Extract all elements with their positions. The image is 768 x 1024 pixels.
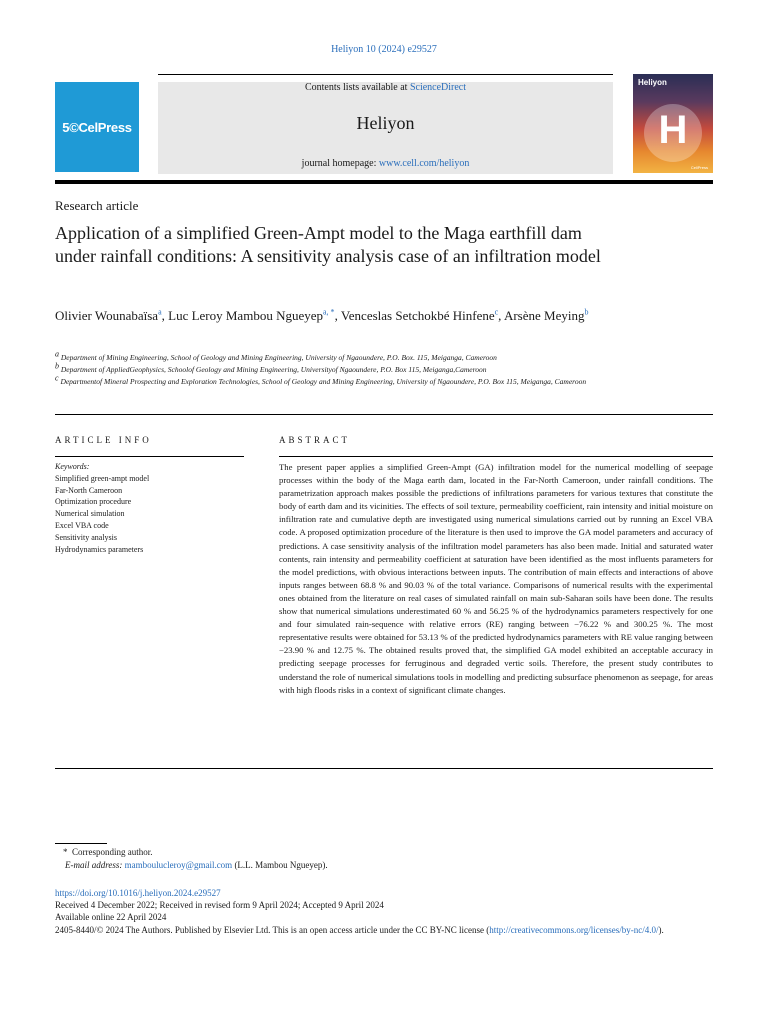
keywords-block bbox=[55, 461, 244, 555]
header-rule-bottom bbox=[55, 180, 713, 184]
affiliation-text: Department of AppliedGeophysics, Schoolof Geology and Mining Engineering, Universityof Ngaoundere, P.O. Box 115, Meiganga,Cameroon bbox=[60, 365, 487, 374]
header-rule-top bbox=[158, 74, 613, 75]
author-separator: , bbox=[334, 308, 341, 323]
email-owner: (L.L. Mambou Ngueyep). bbox=[234, 860, 328, 870]
journal-reference[interactable]: Heliyon 10 (2024) e29527 bbox=[331, 44, 437, 55]
author-affiliation-mark[interactable]: c bbox=[494, 307, 499, 317]
corresponding-marker: * bbox=[63, 847, 68, 857]
author-affiliation-mark[interactable]: a bbox=[158, 307, 162, 317]
author-separator: , bbox=[161, 308, 169, 323]
license-statement: 2405-8440/© 2024 The Authors. Published by Elsevier Ltd. This is an open access article under the CC BY-NC license (http://creativecommons.org/licenses/by-nc/4.0/). bbox=[55, 924, 664, 935]
email-note bbox=[55, 859, 713, 872]
journal-title: Heliyon bbox=[356, 113, 415, 133]
cellpress-logo bbox=[55, 82, 139, 172]
abstract-end-rule bbox=[55, 768, 713, 769]
corresponding-author-note bbox=[55, 846, 713, 859]
footnotes bbox=[55, 846, 713, 872]
author-list bbox=[55, 306, 615, 325]
article-type: Research article bbox=[55, 198, 139, 213]
cover-letter: H bbox=[658, 108, 688, 152]
abstract-heading: ABSTRACT bbox=[279, 435, 351, 445]
footnote-rule bbox=[55, 843, 107, 844]
license-close: ). bbox=[658, 924, 664, 935]
doi-link[interactable]: https://doi.org/10.1016/j.heliyon.2024.e29527 bbox=[55, 888, 221, 898]
keyword: Optimization procedure bbox=[55, 497, 132, 507]
author-name: Venceslas Setchokbé Hinfene bbox=[340, 308, 495, 323]
cover-footer: CellPress bbox=[690, 165, 708, 170]
affiliation bbox=[55, 361, 615, 376]
homepage-prefix: journal homepage: bbox=[301, 158, 379, 169]
received-dates: Received 4 December 2022; Received in revised form 9 April 2024; Accepted 9 April 2024 bbox=[55, 900, 384, 911]
keyword: Sensitivity analysis bbox=[55, 532, 117, 542]
journal-homepage-link[interactable]: www.cell.com/heliyon bbox=[378, 158, 470, 169]
keyword-list bbox=[55, 473, 244, 556]
corresponding-text: Corresponding author. bbox=[72, 847, 153, 857]
contents-line bbox=[158, 82, 613, 93]
keywords-label: Keywords: bbox=[55, 462, 90, 471]
article-info-heading: ARTICLE INFO bbox=[55, 435, 152, 445]
affiliation-label: c bbox=[55, 373, 59, 383]
keyword: Simplified green-ampt model bbox=[55, 473, 150, 483]
author-name: Luc Leroy Mambou Ngueyep bbox=[168, 308, 323, 323]
affiliation bbox=[55, 349, 615, 364]
affiliation-label: a bbox=[55, 349, 59, 359]
affiliation-label: b bbox=[55, 361, 59, 371]
available-online: Available online 22 April 2024 bbox=[55, 912, 167, 923]
license-text: 2405-8440/© 2024 The Authors. Published by Elsevier Ltd. This is an open access article under the CC BY-NC license bbox=[55, 924, 484, 935]
keyword: Hydrodynamics parameters bbox=[55, 544, 144, 554]
abstract-rule bbox=[279, 456, 713, 457]
affiliation-text: Department of Mining Engineering, School of Geology and Mining Engineering, University of Ngaoundere, P.O. Box. 115, Meiganga, Cameroon bbox=[60, 353, 497, 362]
keyword: Far-North Cameroon bbox=[55, 485, 123, 495]
keyword: Numerical simulation bbox=[55, 509, 125, 519]
license-link[interactable]: http://creativecommons.org/licenses/by-nc/4.0/ bbox=[489, 924, 659, 935]
article-title: Application of a simplified Green-Ampt model to the Maga earthfill dam under rainfall conditions: A sensitivity analysis case of an infiltration model bbox=[55, 223, 601, 266]
publication-info bbox=[55, 887, 713, 936]
contents-prefix: Contents lists available at bbox=[304, 82, 410, 93]
cover-title: Heliyon bbox=[638, 78, 667, 87]
author-affiliation-mark[interactable]: a, * bbox=[323, 307, 335, 317]
email-link[interactable]: mamboulucleroy@gmail.com bbox=[124, 860, 233, 870]
abstract-text: The present paper applies a simplified Green-Ampt (GA) infiltration model for the numerical modelling of seepage processes within the body of the Maga earth dam, located in the Far-North Cameroon, under rainfall conditions. The parametrization approach makes possible the predictions of infiltrations parameters for various textures that constitute the body of earth dam and its vicinities. The effects of soil texture, permeability coefficient, rain intensity and initial moisture on infiltration rate and cumulative depth are investigated using numerical simulations carried out by running an Excel VBA code. A proposed optimization procedure of the literature is then used to improve the GA model parameters and accuracy of predictions. A case sensitivity analysis of the infiltration model parameters has also been made. Initial and saturated water contents, rain intensity and permeability coefficient at saturation have been identified as the most influents parameters for the model predictions, with obvious interactions between inputs. The contribution of main effects and interactions of above inputs ranges between 68.8 % and 90.03 % of the total variance. Comparisons of numerical results with the experimental ones obtained from the literature on real cases of simulated rainfall on main sub-Saharan soils have been done. The results show that numerical simulations underestimated 60 % and 56.25 % of the hydrodynamics parameters respectively for one and four simulated rain-sequence with relative errors (RE) ranging between −76.22 % and 300.25 %. The most representative results were obtained for 53.13 % of the predicted hydrodynamics parameters with RE value ranging between −23.90 % and 12.75 %. The obtained results proved that, the simplified GA model exhibited an acceptable accuracy in predicting seepage processes for ferruginous and degraded vertic soils. Therefore, the present study contributes to understand the role of numerical simulations tools in modelling and predicting subsurface phenomenon as seepage, for areas with high floods risks in a context of significant climate changes. bbox=[279, 462, 713, 695]
affiliations bbox=[55, 349, 615, 388]
author-separator: , bbox=[498, 308, 504, 323]
author-affiliation-mark[interactable]: b bbox=[584, 307, 589, 317]
affiliation bbox=[55, 373, 615, 388]
journal-cover-image bbox=[633, 74, 713, 173]
cellpress-logo-text: 5©CelPress bbox=[62, 120, 132, 135]
article-info-rule bbox=[55, 456, 244, 457]
sciencedirect-link[interactable]: ScienceDirect bbox=[409, 82, 467, 93]
email-label: E-mail address: bbox=[65, 860, 123, 870]
author-name: Olivier Wounabaïsa bbox=[55, 308, 159, 323]
affiliation-text: Departmentof Mineral Prospecting and Exploration Technologies, School of Geology and Mining Engineering, University of Ngaoundere, P.O. Box 115, Meiganga, Cameroon bbox=[60, 377, 587, 386]
keyword: Excel VBA code bbox=[55, 520, 109, 530]
journal-homepage-line bbox=[158, 158, 613, 169]
section-rule bbox=[55, 414, 713, 415]
author-name: Arsène Meying bbox=[503, 308, 585, 323]
